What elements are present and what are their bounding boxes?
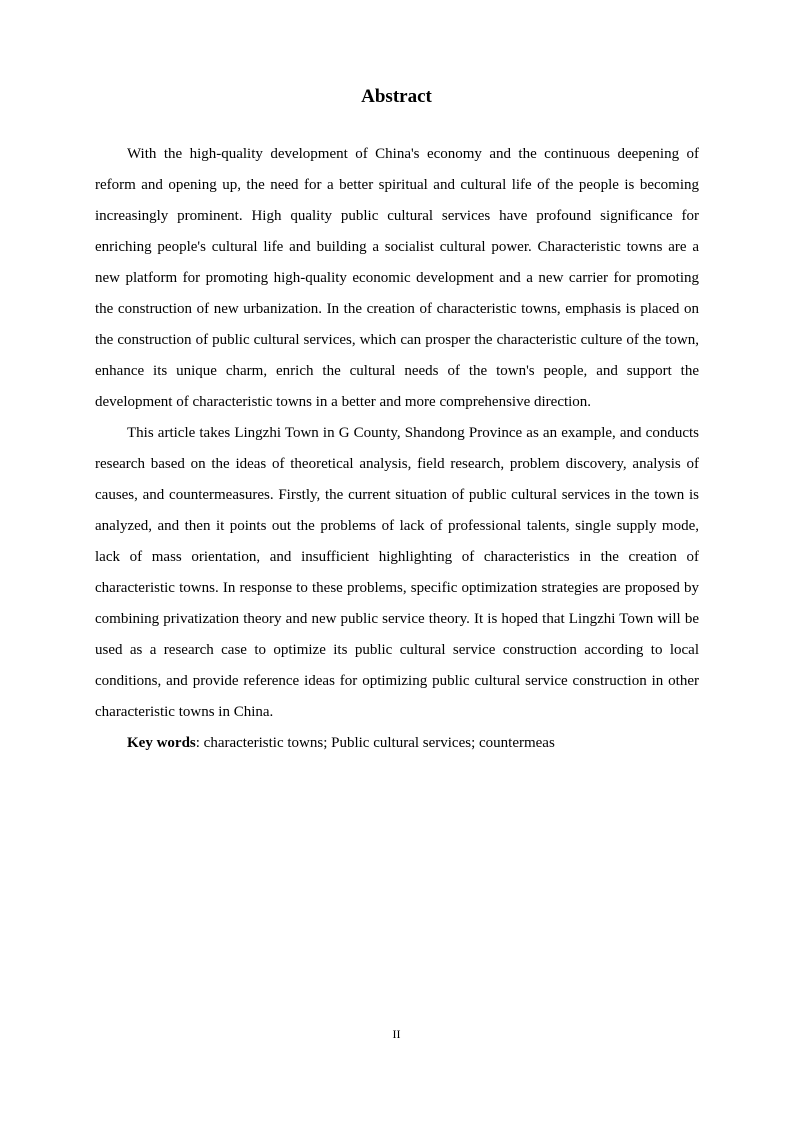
keywords-text: : characteristic towns; Public cultural services; countermeas <box>195 735 555 751</box>
page-title: Abstract <box>361 86 432 107</box>
keywords-label: Key words <box>127 735 196 751</box>
keywords-line <box>95 728 699 759</box>
page-number: II <box>392 1027 401 1041</box>
abstract-paragraph-1: With the high-quality development of China's economy and the continuous deepening of reform and opening up, the need for a better spiritual and cultural life of the people is becoming increasingly prominent. High quality public cultural services have profound significance for enriching people's cultural life and building a socialist cultural power. Characteristic towns are a new platform for promoting high-quality economic development and a new carrier for promoting the construction of new urbanization. In the creation of characteristic towns, emphasis is placed on the construction of public cultural services, which can prosper the characteristic culture of the town, enhance its unique charm, enrich the cultural needs of the town's people, and support the development of characteristic towns in a better and more comprehensive direction. <box>95 146 699 410</box>
abstract-paragraph-2: This article takes Lingzhi Town in G County, Shandong Province as an example, and conducts research based on the ideas of theoretical analysis, field research, problem discovery, analysis of causes, and countermeasures. Firstly, the current situation of public cultural services in the town is analyzed, and then it points out the problems of lack of professional talents, single supply mode, lack of mass orientation, and insufficient highlighting of characteristics in the creation of characteristic towns. In response to these problems, specific optimization strategies are proposed by combining privatization theory and new public service theory. It is hoped that Lingzhi Town will be used as a research case to optimize its public cultural service construction according to local conditions, and provide reference ideas for optimizing public cultural service construction in other characteristic towns in China. <box>95 425 699 720</box>
abstract-body <box>95 139 699 759</box>
